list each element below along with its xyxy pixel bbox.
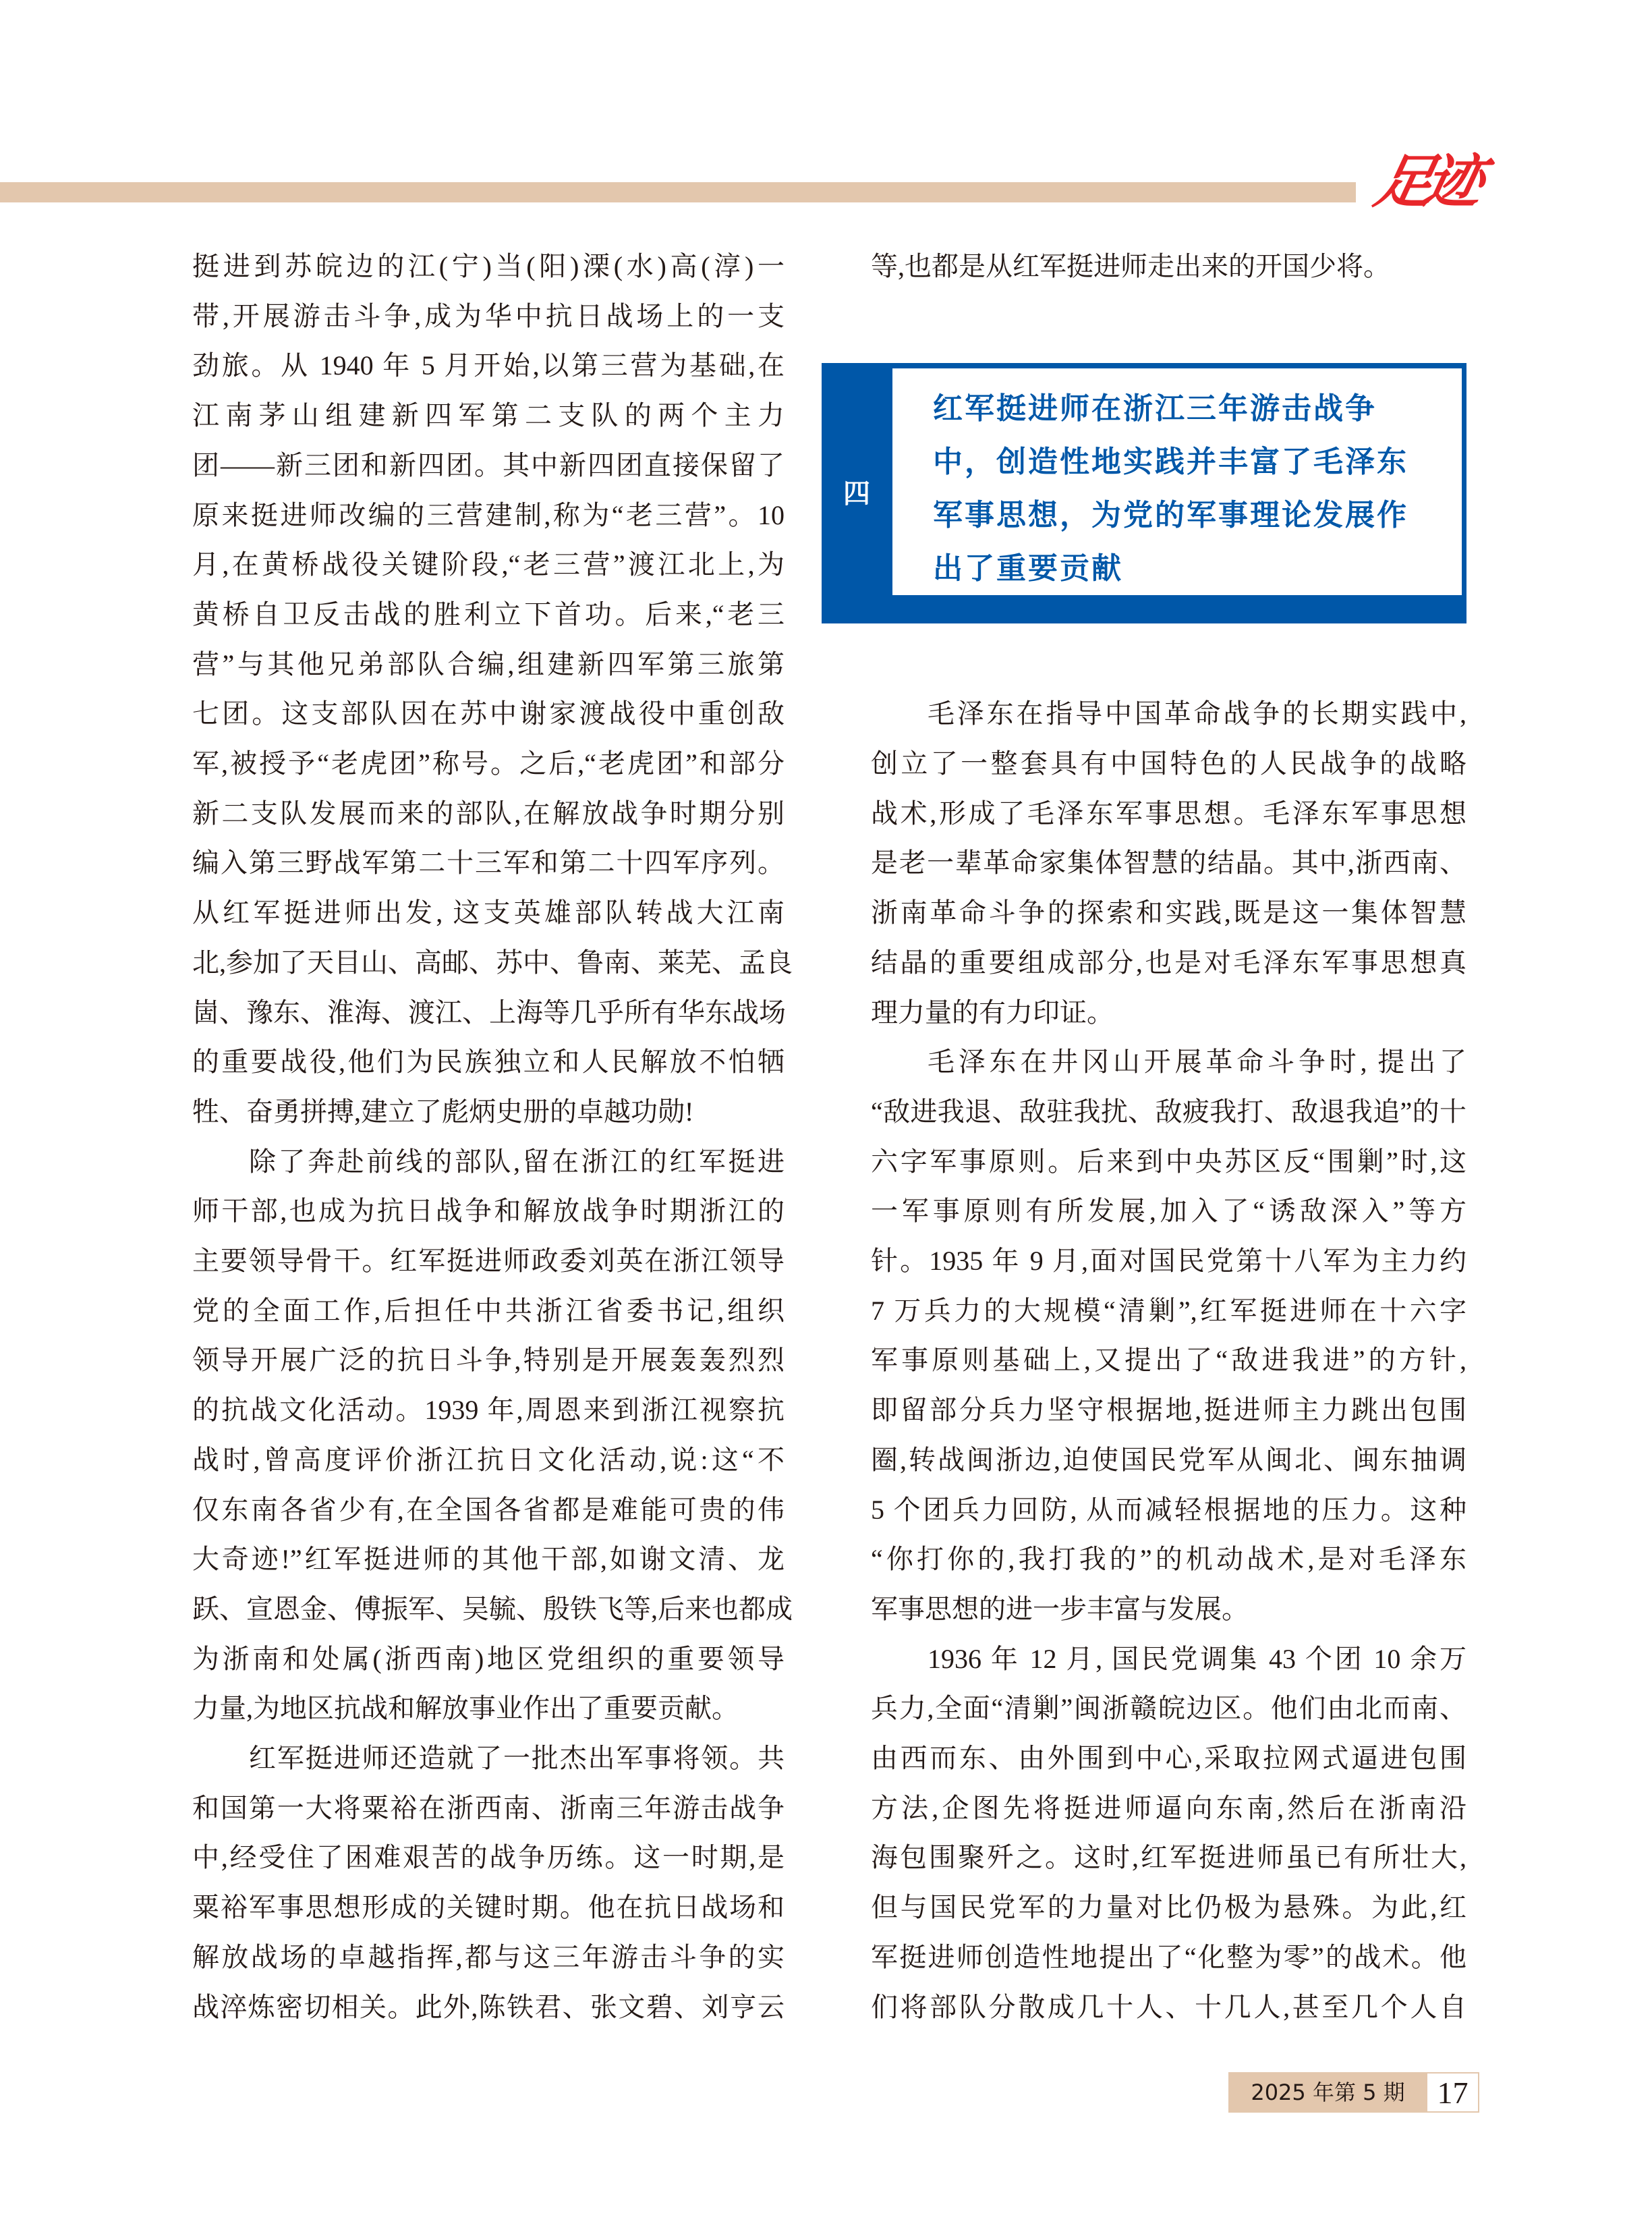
text-line: 但与国民党军的力量对比仍极为悬殊。为此,红 [871,1892,1466,1923]
text-line: 大奇迹!”红军挺进师的其他干部,如谢文清、龙 [192,1544,785,1575]
text-line: 牲、奋勇拼搏,建立了彪炳史册的卓越功勋! [192,1096,694,1127]
text-line: 圈,转战闽浙边,迫使国民党军从闽北、闽东抽调 [871,1444,1466,1475]
text-line: 毛泽东在井冈山开展革命斗争时, 提出了 [928,1047,1466,1078]
text-line: 创立了一整套具有中国特色的人民战争的战略 [871,748,1466,779]
text-line: 跃、宣恩金、傅振军、吴毓、殷铁飞等,后来也都成 [192,1593,793,1624]
text-line: 是老一辈革命家集体智慧的结晶。其中,浙西南、 [871,847,1466,879]
text-line: 1936 年 12 月, 国民党调集 43 个团 10 余万 [928,1643,1466,1674]
text-line: 带,开展游击斗争,成为华中抗日战场上的一支 [192,300,785,331]
text-line: 新二支队发展而来的部队,在解放战争时期分别 [192,798,785,829]
text-line: 劲旅。从 1940 年 5 月开始,以第三营为基础,在 [192,350,785,381]
text-line: 们将部队分散成几十人、十几人,甚至几个人自 [871,1991,1466,2022]
text-line: 的重要战役,他们为民族独立和人民解放不怕牺 [192,1047,785,1078]
text-line: 5 个团兵力回防, 从而减轻根据地的压力。这种 [871,1494,1466,1525]
text-line: 从红军挺进师出发, 这支英雄部队转战大江南 [192,897,785,928]
text-line: “敌进我退、敌驻我扰、敌疲我打、敌退我追”的十 [871,1096,1466,1127]
text-line: 主要领导骨干。红军挺进师政委刘英在浙江领导 [192,1246,785,1276]
text-line: 军事思想的进一步丰富与发展。 [871,1593,1249,1624]
issue-label: 2025 年第 5 期 [1251,2080,1405,2105]
text-line: 仅东南各省少有,在全国各省都是难能可贵的伟 [192,1494,785,1525]
text-line: 六字军事原则。后来到中央苏区反“围剿”时,这 [871,1146,1466,1177]
text-line: 力量,为地区抗战和解放事业作出了重要贡献。 [192,1693,739,1724]
text-line: 党的全面工作,后担任中共浙江省委书记,组织 [192,1295,785,1326]
text-line: 领导开展广泛的抗日斗争,特别是开展轰轰烈烈 [192,1345,785,1376]
text-line: 解放战场的卓越指挥,都与这三年游击斗争的实 [192,1941,785,1972]
text-line: 理力量的有力印证。 [871,997,1114,1028]
section-title-line: 中，创造性地实践并丰富了毛泽东 [933,445,1408,479]
section-title-line: 出了重要贡献 [933,551,1123,586]
page-number: 17 [1427,2074,1478,2111]
text-line: 为浙南和处属(浙西南)地区党组织的重要领导 [192,1643,785,1674]
section-title [933,382,1442,595]
text-line: 兵力,全面“清剿”闽浙赣皖边区。他们由北而南、 [871,1693,1466,1724]
text-line: 的抗战文化活动。1939 年,周恩来到浙江视察抗 [192,1395,785,1426]
text-line: 编入第三野战军第二十三军和第二十四军序列。 [192,847,785,879]
section-number: 四 [843,478,870,509]
text-line: 战术,形成了毛泽东军事思想。毛泽东军事思想 [871,798,1466,829]
section-heading-panel [892,368,1462,595]
text-line: 黄桥自卫反击战的胜利立下首功。后来,“老三 [192,599,785,630]
text-line: 和国第一大将粟裕在浙西南、浙南三年游击战争 [192,1792,785,1823]
text-line: 军挺进师创造性地提出了“化整为零”的战术。他 [871,1941,1466,1972]
text-line: 崮、豫东、淮海、渡江、上海等几乎所有华东战场 [192,997,786,1028]
text-line: 月,在黄桥战役关键阶段,“老三营”渡江北上,为 [192,549,785,580]
text-line: 江南茅山组建新四军第二支队的两个主力 [192,400,785,431]
section-title-line: 军事思想，为党的军事理论发展作 [933,498,1408,532]
text-line: 浙南革命斗争的探索和实践,既是这一集体智慧 [871,897,1466,928]
text-line: 营”与其他兄弟部队合编,组建新四军第三旅第 [192,648,785,679]
text-line: 军,被授予“老虎团”称号。之后,“老虎团”和部分 [192,748,785,779]
text-line: 战时,曾高度评价浙江抗日文化活动,说:这“不 [192,1444,785,1475]
section-title-line: 红军挺进师在浙江三年游击战争 [933,391,1377,426]
magazine-logo: 足迹 [1369,150,1481,215]
text-line: 中,经受住了困难艰苦的战争历练。这一时期,是 [192,1842,785,1873]
header-accent-bar [0,182,1356,202]
text-line: 原来挺进师改编的三营建制,称为“老三营”。10 [192,499,785,530]
text-line: 军事原则基础上,又提出了“敌进我进”的方针, [871,1345,1466,1376]
text-line: 毛泽东在指导中国革命战争的长期实践中, [928,698,1466,729]
text-line: “你打你的,我打我的”的机动战术,是对毛泽东 [871,1544,1466,1575]
text-line: 七团。这支部队因在苏中谢家渡战役中重创敌 [192,698,785,729]
text-line: 师干部,也成为抗日战争和解放战争时期浙江的 [192,1196,785,1227]
section-heading-box [822,363,1466,623]
text-line: 方法,企图先将挺进师逼向东南,然后在浙南沿 [871,1792,1466,1823]
text-line: 针。1935 年 9 月,面对国民党第十八军为主力约 [871,1246,1466,1276]
text-line: 等,也都是从红军挺进师走出来的开国少将。 [871,251,1390,281]
text-line: 团——新三团和新四团。其中新四团直接保留了 [192,449,785,480]
text-line: 由西而东、由外围到中心,采取拉网式逼进包围 [871,1743,1466,1773]
text-line: 海包围聚歼之。这时,红军挺进师虽已有所壮大, [871,1842,1466,1873]
text-line: 即留部分兵力坚守根据地,挺进师主力跳出包围 [871,1395,1466,1426]
text-line: 一军事原则有所发展,加入了“诱敌深入”等方 [871,1196,1466,1227]
text-line: 粟裕军事思想形成的关键时期。他在抗日战场和 [192,1892,785,1923]
text-line: 结晶的重要组成部分,也是对毛泽东军事思想真 [871,947,1466,978]
page-footer [1228,2072,1479,2113]
text-line: 战淬炼密切相关。此外,陈铁君、张文碧、刘亨云 [192,1991,785,2022]
text-line: 挺进到苏皖边的江(宁)当(阳)溧(水)高(淳)一 [192,251,785,281]
text-line: 红军挺进师还造就了一批杰出军事将领。共 [249,1743,785,1773]
text-line: 除了奔赴前线的部队,留在浙江的红军挺进 [249,1146,785,1177]
text-line: 7 万兵力的大规模“清剿”,红军挺进师在十六字 [871,1295,1466,1326]
text-line: 北,参加了天目山、高邮、苏中、鲁南、莱芜、孟良 [192,947,793,978]
